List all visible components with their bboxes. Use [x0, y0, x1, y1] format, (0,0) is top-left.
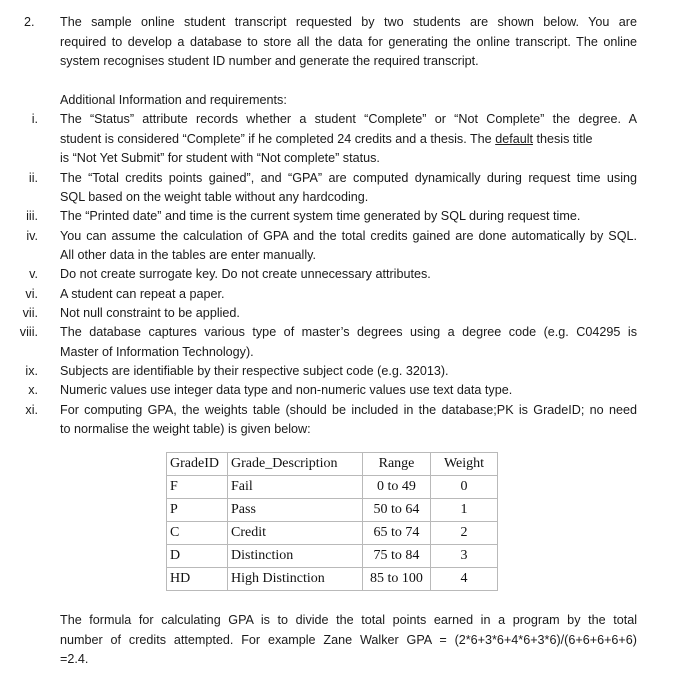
weights-table — [166, 452, 498, 591]
cell-range: 0 to 49 — [363, 476, 431, 499]
default-link[interactable]: default — [495, 132, 533, 146]
req-i-line-2-a: student is considered “Complete” if he completed 24 credits and a thesis. The default thesis title — [60, 132, 593, 146]
req-xi-line-2: to normalise the weight table) is given below: — [60, 422, 311, 436]
cell-description: Fail — [228, 476, 363, 499]
req-iii-line-1: The “Printed date” and time is the current system time generated by SQL during request time. — [60, 209, 581, 223]
req-ii-line-2: SQL based on the weight table without any hardcoding. — [60, 190, 369, 204]
cell-gradeid: HD — [167, 568, 228, 591]
cell-description: Distinction — [228, 545, 363, 568]
cell-range: 85 to 100 — [363, 568, 431, 591]
req-viii-line-2: Master of Information Technology). — [60, 345, 254, 359]
cell-gradeid: F — [167, 476, 228, 499]
req-vi-number: vi. — [25, 287, 38, 301]
cell-description: Credit — [228, 522, 363, 545]
table-row — [167, 522, 498, 545]
weights-table-header — [167, 453, 498, 476]
header-range: Range — [363, 453, 431, 476]
cell-description: High Distinction — [228, 568, 363, 591]
formula-line-1: The formula for calculating GPA is to divide the total points earned in a program by the total — [60, 613, 637, 627]
req-i-line-2 — [60, 131, 637, 147]
req-viii-line-1: The database captures various type of master’s degrees using a degree code (e.g. C04295 is — [60, 325, 637, 339]
formula-line-3: =2.4. — [60, 652, 89, 666]
req-iii-number: iii. — [26, 209, 38, 223]
question-number: 2. — [24, 15, 35, 29]
cell-range: 50 to 64 — [363, 499, 431, 522]
cell-weight: 0 — [431, 476, 498, 499]
formula-line-2: number of credits attempted. For example Zane Walker GPA = (2*6+3*6+4*6+3*6)/(6+6+6+6+6) — [60, 633, 637, 647]
additional-heading: Additional Information and requirements: — [60, 93, 287, 107]
intro-line-2: required to develop a database to store all the data for generating the online transcript. The online — [60, 35, 637, 49]
req-x-line-1: Numeric values use integer data type and non-numeric values use text data type. — [60, 383, 513, 397]
req-v-line-1: Do not create surrogate key. Do not create unnecessary attributes. — [60, 267, 431, 281]
cell-gradeid: C — [167, 522, 228, 545]
cell-weight: 2 — [431, 522, 498, 545]
table-row — [167, 545, 498, 568]
req-ix-line-1: Subjects are identifiable by their respective subject code (e.g. 32013). — [60, 364, 449, 378]
req-xi-line-1: For computing GPA, the weights table (should be included in the database;PK is GradeID; no need — [60, 403, 637, 417]
cell-description: Pass — [228, 499, 363, 522]
req-i-line-1: The “Status” attribute records whether a student “Complete” or “Not Complete” the degree. A — [60, 112, 637, 126]
table-row — [167, 476, 498, 499]
cell-range: 65 to 74 — [363, 522, 431, 545]
intro-line-1: The sample online student transcript requested by two students are shown below. You are — [60, 15, 637, 29]
intro-line-3: system recognises student ID number and generate the required transcript. — [60, 54, 479, 68]
req-vii-number: vii. — [22, 306, 38, 320]
cell-range: 75 to 84 — [363, 545, 431, 568]
header-gradeid: GradeID — [167, 453, 228, 476]
table-row — [167, 568, 498, 591]
req-ii-number: ii. — [28, 171, 38, 185]
req-iv-line-1: You can assume the calculation of GPA and the total credits gained are done automatically by SQL. — [60, 229, 637, 243]
table-row — [167, 499, 498, 522]
req-vii-line-1: Not null constraint to be applied. — [60, 306, 240, 320]
cell-weight: 3 — [431, 545, 498, 568]
cell-gradeid: P — [167, 499, 228, 522]
req-ii-line-1: The “Total credits points gained”, and “GPA” are computed dynamically during request time using — [60, 171, 637, 185]
cell-weight: 4 — [431, 568, 498, 591]
req-xi-number: xi. — [25, 403, 38, 417]
header-grade-description: Grade_Description — [228, 453, 363, 476]
cell-gradeid: D — [167, 545, 228, 568]
cell-weight: 1 — [431, 499, 498, 522]
req-vi-line-1: A student can repeat a paper. — [60, 287, 225, 301]
req-i-line-3: is “Not Yet Submit” for student with “Not complete” status. — [60, 151, 380, 165]
req-v-number: v. — [29, 267, 38, 281]
req-ix-number: ix. — [25, 364, 38, 378]
req-iv-line-2: All other data in the tables are enter manually. — [60, 248, 316, 262]
req-x-number: x. — [28, 383, 38, 397]
req-iv-number: iv. — [26, 229, 38, 243]
req-i-number: i. — [31, 112, 38, 126]
header-weight: Weight — [431, 453, 498, 476]
req-viii-number: viii. — [19, 325, 38, 339]
